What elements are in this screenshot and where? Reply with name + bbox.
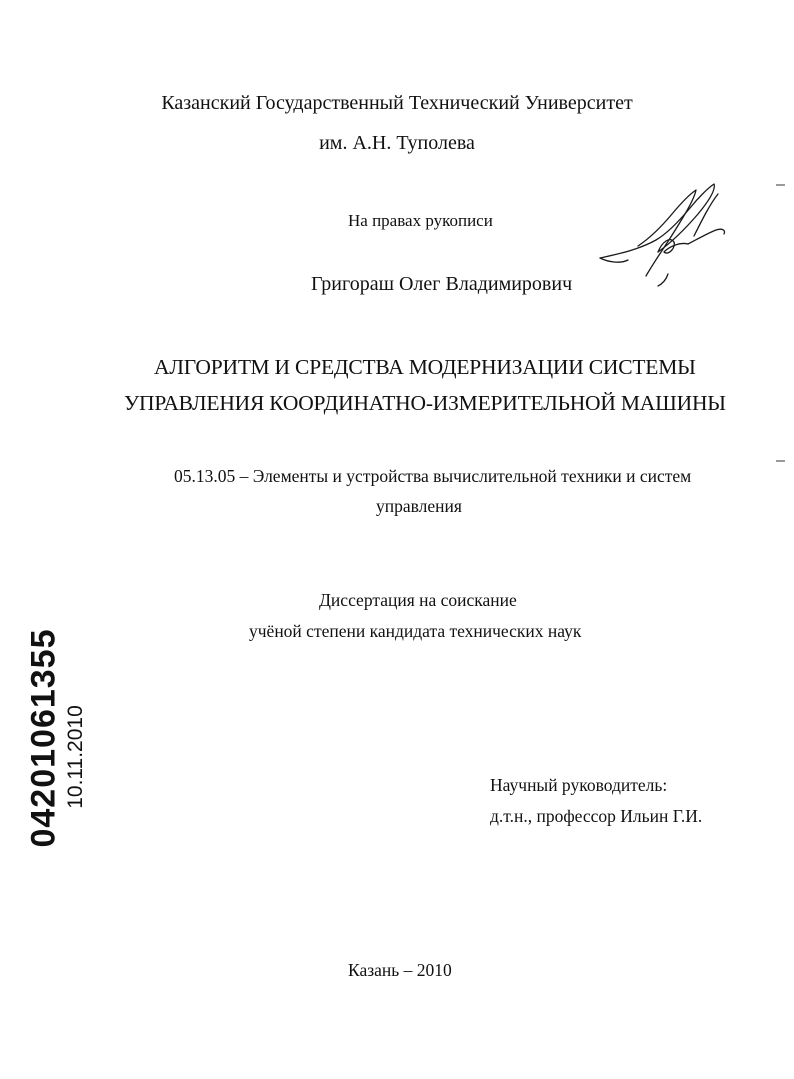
place-and-year: Казань – 2010 — [348, 960, 452, 980]
university-name: Казанский Государственный Технический Университет — [161, 92, 633, 114]
scan-edge-mark — [776, 184, 785, 186]
thesis-title-line-1: АЛГОРИТМ И СРЕДСТВА МОДЕРНИЗАЦИИ СИСТЕМЫ — [154, 355, 696, 379]
supervisor-name: д.т.н., профессор Ильин Г.И. — [490, 806, 703, 826]
supervisor-label: Научный руководитель: — [490, 775, 668, 795]
scan-edge-mark — [776, 460, 785, 462]
university-named-after: им. А.Н. Туполева — [319, 132, 475, 154]
author-name: Григораш Олег Владимирович — [311, 273, 573, 295]
specialty-code-line-1: 05.13.05 – Элементы и устройства вычислительной техники и систем — [174, 466, 692, 486]
dissertation-type-line-2: учёной степени кандидата технических наук — [249, 621, 582, 641]
library-stamp-code: 04201061355 — [24, 628, 63, 848]
specialty-code-line-2: управления — [376, 496, 462, 516]
thesis-title-line-2: УПРАВЛЕНИЯ КООРДИНАТНО-ИЗМЕРИТЕЛЬНОЙ МАШИНЫ — [124, 391, 726, 415]
author-signature — [598, 180, 728, 292]
dissertation-type-line-1: Диссертация на соискание — [319, 590, 517, 610]
manuscript-rights-note: На правах рукописи — [348, 211, 493, 230]
library-stamp-date: 10.11.2010 — [64, 705, 87, 809]
